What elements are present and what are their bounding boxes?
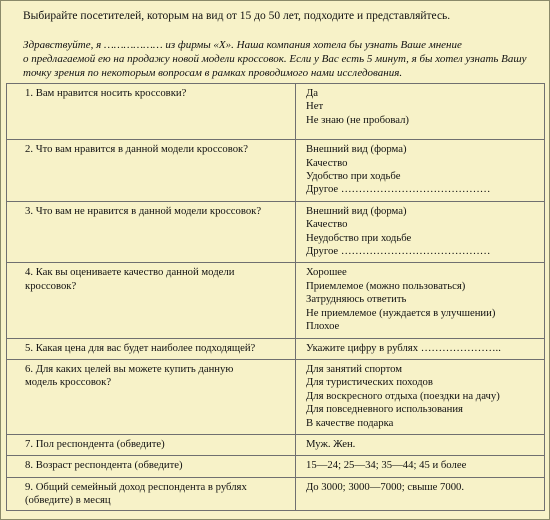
question-cell	[7, 456, 296, 477]
question-cell	[7, 201, 296, 263]
answer-option: Не знаю (не пробовал)	[306, 113, 409, 126]
answer-cell	[296, 338, 545, 359]
question-row	[7, 263, 545, 338]
question-text: (обведите) в месяц	[25, 494, 111, 507]
question-text: модель кроссовок?	[25, 376, 112, 389]
answer-cell	[296, 201, 545, 263]
greeting-line: Здравствуйте, я ……………… из фирмы «Х». Наша компания хотела бы узнать Ваше мнение	[23, 39, 462, 51]
questionnaire-table	[6, 83, 545, 511]
question-row	[7, 434, 545, 455]
question-text: 3. Что вам не нравится в данной модели кроссовок?	[25, 204, 262, 217]
question-cell	[7, 140, 296, 202]
answer-option: Хорошее	[306, 266, 347, 279]
answer-option: Укажите цифру в рублях …………………..	[306, 341, 501, 354]
answer-cell	[296, 477, 545, 510]
answer-option: Внешний вид (форма)	[306, 204, 407, 217]
answer-cell	[296, 263, 545, 338]
question-text: 9. Общий семейный доход респондента в рублях	[25, 480, 247, 493]
question-cell	[7, 359, 296, 434]
question-text: 7. Пол респондента (обведите)	[25, 437, 165, 450]
answer-option: Удобство при ходьбе	[306, 170, 401, 183]
question-cell	[7, 434, 296, 455]
question-text: 2. Что вам нравится в данной модели кроссовок?	[25, 143, 248, 156]
answer-option: Да	[306, 87, 319, 99]
answer-cell	[296, 359, 545, 434]
question-text: 5. Какая цена для вас будет наиболее подходящей?	[25, 341, 256, 354]
instruction-text: Выбирайте посетителей, которым на вид от 15 до 50 лет, подходите и представляйтесь.	[23, 10, 451, 22]
question-row	[7, 140, 545, 202]
question-text: 8. Возраст респондента (обведите)	[25, 459, 183, 472]
answer-option: Внешний вид (форма)	[306, 143, 407, 156]
answer-option: Для занятий спортом	[306, 362, 403, 375]
question-text: кроссовок?	[25, 279, 77, 292]
question-row	[7, 477, 545, 510]
question-text: 6. Для каких целей вы можете купить данную	[25, 362, 234, 375]
question-row	[7, 338, 545, 359]
question-cell	[7, 263, 296, 338]
answer-option: 15—24; 25—34; 35—44; 45 и более	[306, 459, 467, 472]
question-row	[7, 456, 545, 477]
answer-option: Плохое	[306, 320, 340, 333]
answer-option: Затрудняюсь ответить	[306, 293, 407, 306]
answer-option: Для туристических походов	[306, 376, 433, 389]
answer-cell	[296, 456, 545, 477]
answer-option: Неудобство при ходьбе	[306, 231, 412, 244]
answer-option: Другое ……………………………………	[306, 245, 491, 258]
answer-option: Другое ……………………………………	[306, 183, 491, 196]
answer-option: Качество	[306, 218, 348, 231]
answer-option: Для повседневного использования	[306, 403, 463, 416]
question-row	[7, 84, 545, 140]
answer-cell	[296, 84, 545, 140]
question-cell	[7, 338, 296, 359]
answer-option: Муж. Жен.	[306, 437, 356, 450]
answer-option: До 3000; 3000—7000; свыше 7000.	[306, 480, 465, 493]
answer-option: Качество	[306, 156, 348, 169]
greeting-text	[23, 38, 543, 80]
greeting-line: точку зрения по некоторым вопросам в рамках проводимого нами исследования.	[23, 67, 403, 79]
question-text: 1. Вам нравится носить кроссовки?	[25, 87, 187, 99]
greeting-line: о предлагаемой ею на продажу новой модели кроссовок. Если у Вас есть 5 минут, я бы хотел узнать Вашу	[23, 53, 527, 65]
question-cell	[7, 84, 296, 140]
answer-option: Приемлемое (можно пользоваться)	[306, 279, 466, 292]
answer-cell	[296, 434, 545, 455]
answer-cell	[296, 140, 545, 202]
question-cell	[7, 477, 296, 510]
question-row	[7, 201, 545, 263]
answer-option: Не приемлемое (нуждается в улучшении)	[306, 306, 496, 319]
answer-option: Нет	[306, 100, 324, 113]
answer-option: Для воскресного отдыха (поездки на дачу)	[306, 389, 500, 402]
question-row	[7, 359, 545, 434]
question-text: 4. Как вы оцениваете качество данной модели	[25, 266, 235, 279]
answer-option: В качестве подарка	[306, 416, 394, 429]
